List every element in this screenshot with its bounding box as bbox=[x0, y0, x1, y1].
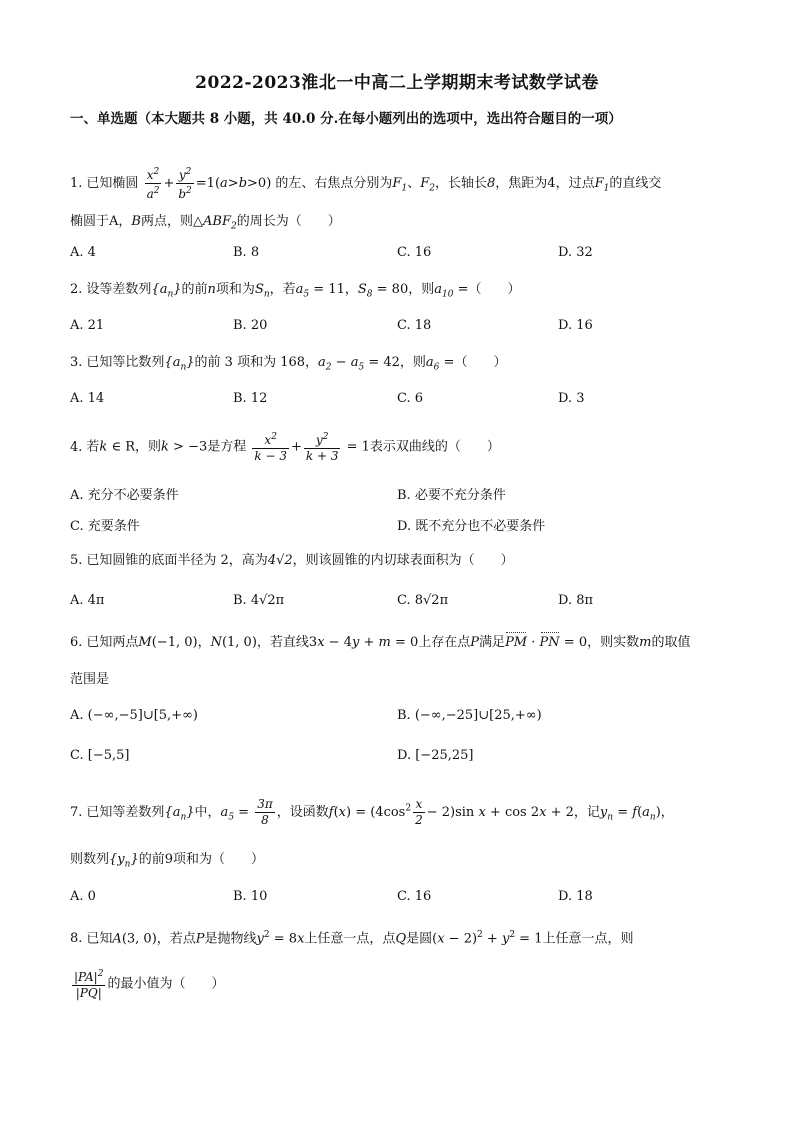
option-c[interactable]: C. [−5,5] bbox=[70, 748, 130, 763]
option-b[interactable]: B. 8 bbox=[233, 245, 260, 260]
section-heading: 一、单选题（本大题共 8 小题，共 40.0 分.在每小题列出的选项中，选出符合题目的一项） bbox=[70, 111, 622, 127]
question-6-line-2: 范围是 bbox=[70, 672, 110, 687]
option-d[interactable]: D. 既不充分也不必要条件 bbox=[397, 519, 546, 534]
option-d[interactable]: D. 16 bbox=[558, 318, 593, 333]
question-4-options-row-1 bbox=[70, 484, 730, 502]
question-7-options bbox=[70, 889, 730, 907]
question-4-line-1: 4. 若k ∈ R，则k > −3是方程 $\frac{x^2}{k - 3}$ + $\frac{y^2}{k + 3}$ = 1表示双曲线的（ ） bbox=[70, 432, 500, 463]
question-3-options bbox=[70, 391, 730, 409]
option-b[interactable]: B. 10 bbox=[233, 889, 268, 904]
option-c[interactable]: C. 6 bbox=[397, 391, 424, 406]
option-c[interactable]: C. 16 bbox=[397, 245, 432, 260]
question-5-line-1: 5. 已知圆锥的底面半径为 2，高为4√2，则该圆锥的内切球表面积为（ ） bbox=[70, 553, 514, 568]
question-6-options-row-1 bbox=[70, 708, 730, 726]
question-5-options bbox=[70, 593, 730, 611]
question-3-line-1: 3. 已知等比数列$\{a_n\}$的前 3 项和为 168，$a_2 - a_5 = 42$，则$a_6$ =（ ） bbox=[70, 355, 507, 373]
option-a[interactable]: A. 充分不必要条件 bbox=[70, 488, 179, 503]
question-1-line-1: 1. 已知椭圆 $\frac{x^2}{a^2}$ + $\frac{y^2}{b^2}$ =1(a>b>0) 的左、右焦点分别为$F_1$、$F_2$，长轴长8，焦距为4，过点$F_1$的直线交 bbox=[70, 167, 662, 201]
option-d[interactable]: D. 32 bbox=[558, 245, 593, 260]
option-b[interactable]: B. 必要不充分条件 bbox=[397, 488, 506, 503]
question-2-options bbox=[70, 318, 730, 336]
question-7-line-1: 7. 已知等差数列$\{a_n\}$中，$a_5$ = $\frac{3\pi}{8}$ ，设函数$f(x) = (4\cos^2$ $\frac{x}{2}$ − 2)sin x + cos 2x + 2，记$y_n = f(a_n)$， bbox=[70, 797, 674, 827]
option-d[interactable]: D. 8π bbox=[558, 593, 594, 608]
question-8-line-1: 8. 已知A(3, 0)，若点P是抛物线$y^2 = 8x$上任意一点，点Q是圆$(x - 2)^2 + y^2 = 1$上任意一点，则 bbox=[70, 930, 634, 947]
option-d[interactable]: D. 18 bbox=[558, 889, 593, 904]
option-a[interactable]: A. 4 bbox=[70, 245, 96, 260]
option-a[interactable]: A. (−∞,−5]∪[5,+∞) bbox=[70, 708, 198, 723]
option-b[interactable]: B. 4√2π bbox=[233, 593, 285, 608]
option-c[interactable]: C. 8√2π bbox=[397, 593, 449, 608]
option-b[interactable]: B. (−∞,−25]∪[25,+∞) bbox=[397, 708, 542, 723]
question-8-line-2: $\frac{|PA|^2}{|PQ|}$ 的最小值为（ ） bbox=[74, 969, 225, 1000]
question-1-options bbox=[70, 245, 730, 263]
option-a[interactable]: A. 14 bbox=[70, 391, 105, 406]
option-c[interactable]: C. 18 bbox=[397, 318, 432, 333]
option-a[interactable]: A. 4π bbox=[70, 593, 105, 608]
option-b[interactable]: B. 12 bbox=[233, 391, 268, 406]
option-a[interactable]: A. 21 bbox=[70, 318, 105, 333]
option-b[interactable]: B. 20 bbox=[233, 318, 268, 333]
option-a[interactable]: A. 0 bbox=[70, 889, 96, 904]
page-title: 2022-2023淮北一中高二上学期期末考试数学试卷 bbox=[195, 73, 599, 93]
question-4-options-row-2 bbox=[70, 515, 730, 533]
option-c[interactable]: C. 充要条件 bbox=[70, 519, 140, 534]
option-d[interactable]: D. 3 bbox=[558, 391, 585, 406]
question-7-line-2: 则数列$\{y_n\}$的前9项和为（ ） bbox=[70, 852, 265, 870]
question-1-line-2: 椭圆于A，B两点，则$\triangle ABF_2$的周长为（ ） bbox=[70, 214, 341, 232]
question-6-options-row-2 bbox=[70, 748, 730, 766]
question-6-line-1: 6. 已知两点M(−1, 0)，N(1, 0)，若直线3x − 4y + m = 0上存在点P满足PM · PN = 0，则实数m的取值 bbox=[70, 635, 691, 650]
question-2-line-1: 2. 设等差数列$\{a_n\}$的前n项和为$S_n$，若$a_5 = 11$，$S_8 = 80$，则$a_{10}$ =（ ） bbox=[70, 282, 521, 300]
option-c[interactable]: C. 16 bbox=[397, 889, 432, 904]
option-d[interactable]: D. [−25,25] bbox=[397, 748, 474, 763]
